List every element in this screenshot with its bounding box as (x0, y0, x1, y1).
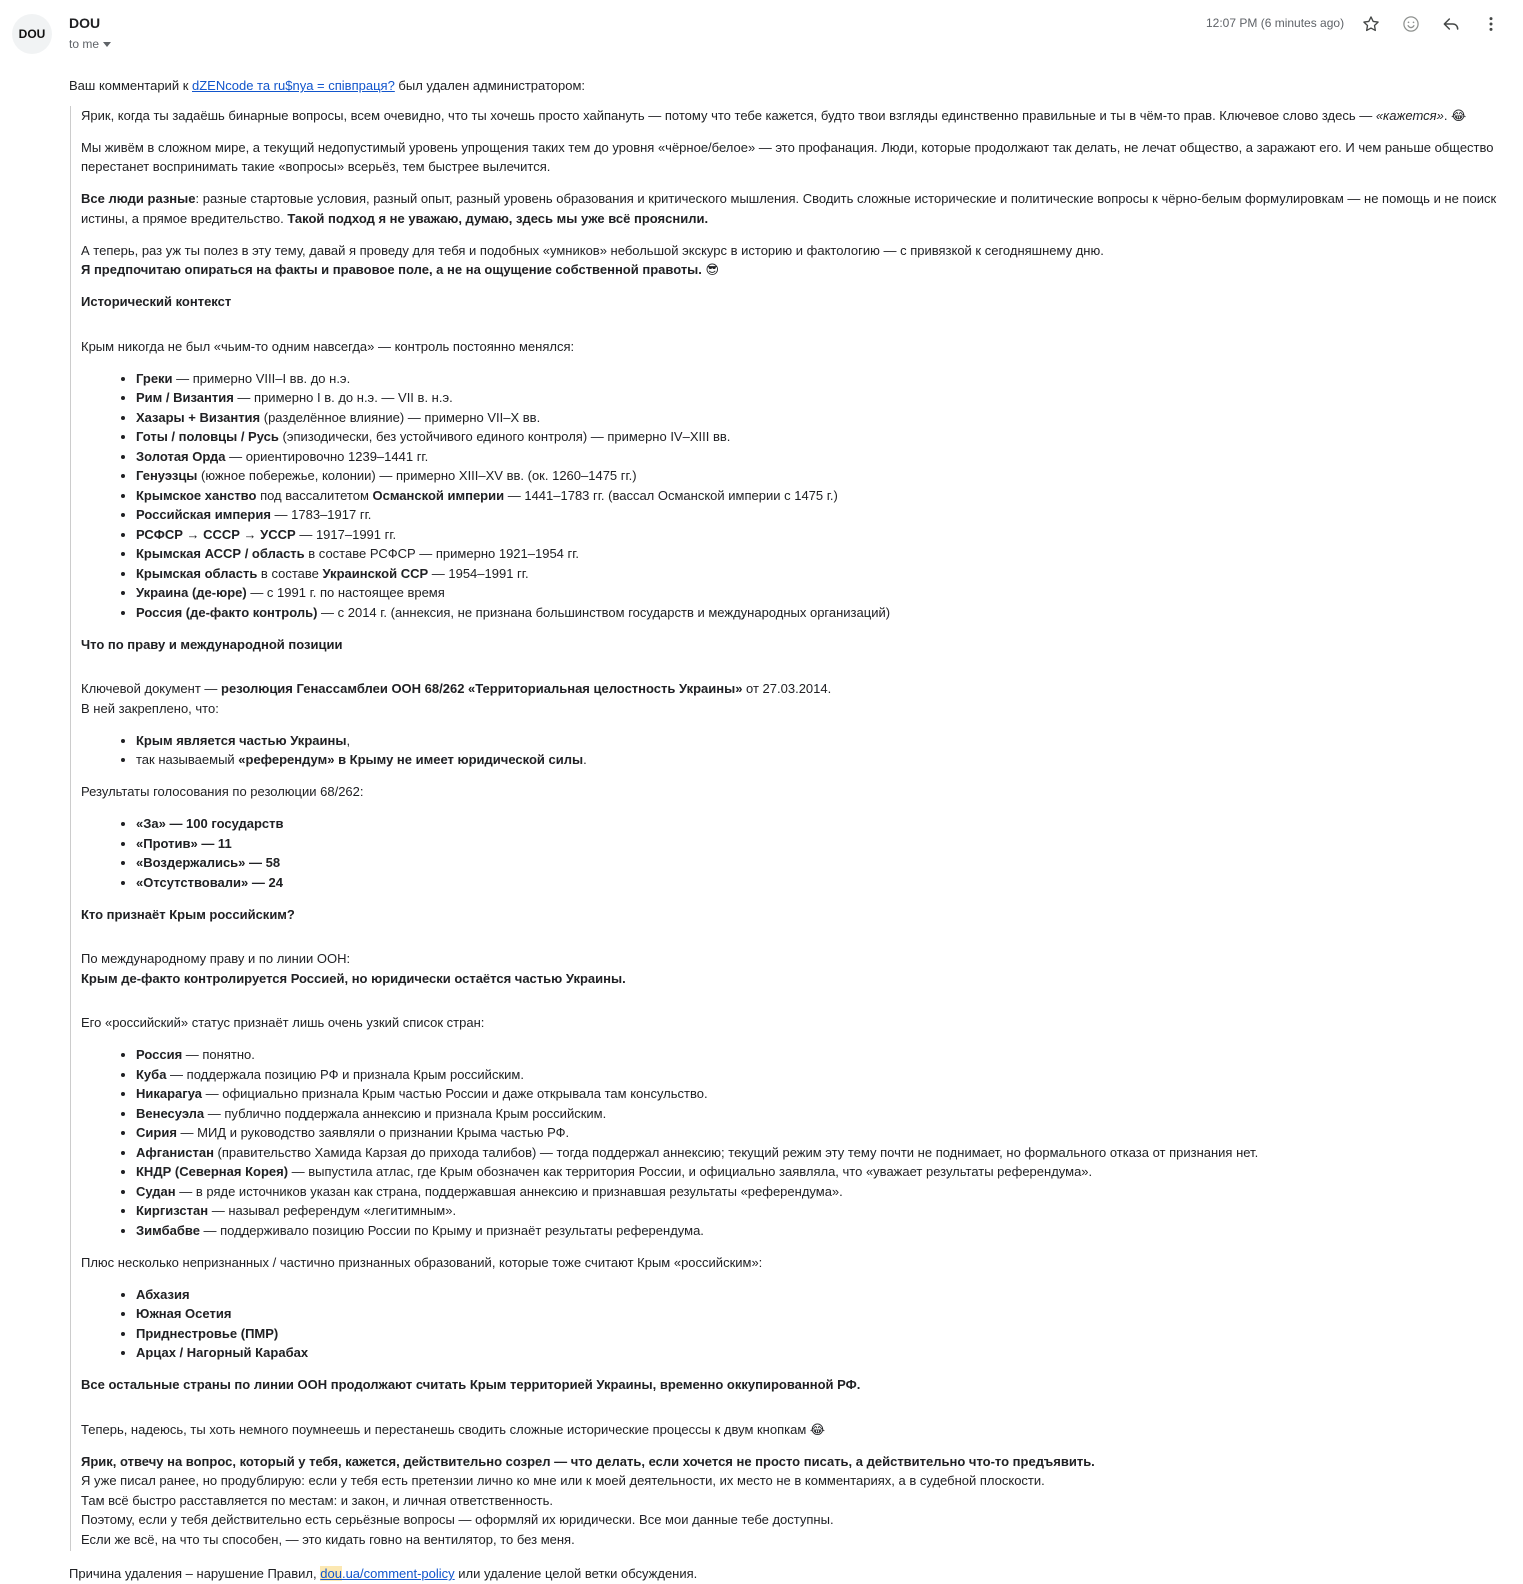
list-item: • Украина (де-юре) — с 1991 г. по настоящее время (136, 583, 1509, 603)
paragraph-4: А теперь, раз уж ты полез в эту тему, давай я проведу для тебя и подобных «умников» небольшой экскурс в историю и фактологию — с привязкой к сегодняшнему дню. Я предпочитаю опираться на факты и правовое поле, а не на ощущение собственной правоты. 😎 (81, 242, 1104, 277)
list-item: • Российская империя — 1783–1917 гг. (136, 505, 1509, 525)
heading-history: Исторический контекст (81, 294, 232, 309)
list-item: • Афганистан (правительство Хамида Карзая до прихода талибов) — тогда поддержал аннексию; текущий режим эту тему почти не поднимает, но формального отказа от признания нет. (136, 1143, 1509, 1163)
history-intro: Крым никогда не был «чьим-то одним навсегда» — контроль постоянно менялся: (81, 338, 575, 354)
unrecognized-list (81, 1285, 1509, 1363)
history-list (81, 369, 1509, 623)
list-item: • Золотая Орда — ориентировочно 1239–1441 гг. (136, 447, 1509, 467)
heading-who: Кто признаёт Крым российским? (81, 906, 295, 922)
list-item: • Южная Осетия (136, 1304, 1509, 1324)
intro-line: Ваш комментарий к dZENcode та ru$nya = співпраця? был удален администратором: (69, 78, 586, 93)
who-paragraph: По международному праву и по линии ООН: Крым де-факто контролируется Россией, но юридически остаётся частью Украины. (81, 951, 626, 986)
list-item: • Сирия — МИД и руководство заявляли о признании Крыма частью РФ. (136, 1123, 1509, 1143)
list-item: • Рим / Византия — примерно I в. до н.э. — VII в. н.э. (136, 388, 1509, 408)
star-icon[interactable] (1359, 12, 1383, 36)
recipient-label: to me (69, 37, 100, 51)
votes-list (81, 814, 1509, 892)
list-item: • Киргизстан — называл референдум «легитимным». (136, 1201, 1509, 1221)
list-item: • Куба — поддержала позицию РФ и признала Крым российским. (136, 1065, 1509, 1085)
message-body (69, 76, 1509, 1584)
list-item: • так называемый «референдум» в Крыму не имеет юридической силы. (136, 750, 1509, 770)
article-link[interactable]: dZENcode та ru$nya = співпраця? (192, 78, 395, 93)
list-item: • Россия (де-факто контроль) — с 2014 г. (аннексия, не признана большинством государств и международных организаций) (136, 603, 1509, 623)
list-item: • Россия — понятно. (136, 1045, 1509, 1065)
comment-policy-link[interactable]: dou.ua/comment-policy (320, 1566, 455, 1581)
list-item: • Приднестровье (ПМР) (136, 1324, 1509, 1344)
list-item: • КНДР (Северная Корея) — выпустила атлас, где Крым обозначен как территория России, и официально заявляла, что «уважает результаты референдума». (136, 1162, 1509, 1182)
list-item: • Крым является частью Украины, (136, 731, 1509, 751)
countries-intro: Его «российский» статус признаёт лишь очень узкий список стран: (81, 1015, 485, 1030)
reply-icon[interactable] (1439, 12, 1463, 36)
votes-intro: Результаты голосования по резолюции 68/262: (81, 784, 364, 799)
sender-name[interactable]: DOU (69, 15, 101, 31)
list-item: • Хазары + Византия (разделённое влияние) — примерно VII–X вв. (136, 408, 1509, 428)
list-item: • Никарагуа — официально признала Крым частью России и даже открывала там консульство. (136, 1084, 1509, 1104)
list-item: • «Против» — 11 (136, 834, 1509, 854)
list-item: • Генуэзцы (южное побережье, колонии) — примерно XIII–XV вв. (ок. 1260–1475 гг.) (136, 466, 1509, 486)
list-item: • Крымская область в составе Украинской ССР — 1954–1991 гг. (136, 564, 1509, 584)
outro-line: Причина удаления – нарушение Правил, dou.ua/comment-policy или удаление целой ветки обсуждения. (69, 1566, 698, 1581)
recipient-line[interactable] (69, 37, 111, 51)
list-item: • «Воздержались» — 58 (136, 853, 1509, 873)
paragraph-3: Все люди разные: разные стартовые условия, разный опыт, разный уровень образования и критического мышления. Сводить сложные исторические и политические вопросы к чёрно-белым формулировкам — не помощь и не поиск истины, а прямое вредительство. Такой подход я не уважаю, думаю, здесь мы уже всё прояснили. (81, 191, 1497, 226)
final-paragraph: Ярик, отвечу на вопрос, который у тебя, кажется, действительно созрел — что делать, если хочется не просто писать, а действительно что-то предъявить. Я уже писал ранее, но продублирую: если у тебя есть претензии лично ко мне или к моей деятельности, их место не в комментариях, а в судебной плоскости. Там всё быстро расставляется по местам: и закон, и личная ответственность. Поэтому, если у тебя действительно есть серьёзные вопросы — оформляй их юридически. Все мои данные тебе доступны. Если же всё, на что ты способен, — это кидать говно на вентилятор, то без меня. (81, 1453, 1095, 1547)
list-item: • РСФСР → СССР → УССР — 1917–1991 гг. (136, 525, 1509, 545)
list-item: • Зимбабве — поддерживало позицию России по Крыму и признаёт результаты референдума. (136, 1221, 1509, 1241)
emoji-icon[interactable] (1399, 12, 1423, 36)
avatar[interactable]: DOU (12, 14, 52, 54)
list-item: • Крымская АССР / область в составе РСФСР — примерно 1921–1954 гг. (136, 544, 1509, 564)
list-item: • Греки — примерно VIII–I вв. до н.э. (136, 369, 1509, 389)
timestamp: 12:07 PM (6 minutes ago) (1206, 16, 1345, 30)
list-item: • Венесуэла — публично поддержала аннексию и признала Крым российским. (136, 1104, 1509, 1124)
paragraph-2: Мы живём в сложном мире, а текущий недопустимый уровень упрощения таких тем до уровня «чёрное/белое» — это профанация. Люди, которые продолжают так делать, не лечат общество, а заражают его. И чем раньше общество перестанет воспринимать такие «вопросы» всерьёз, тем быстрее вылечится. (81, 139, 1494, 174)
law-list (81, 731, 1509, 770)
list-item: • Крымское ханство под вассалитетом Османской империи — 1441–1783 гг. (вассал Османской империи с 1475 г.) (136, 486, 1509, 506)
countries-list (81, 1045, 1509, 1240)
list-item: • Готы / половцы / Русь (эпизодически, без устойчивого единого контроля) — примерно IV–XIII вв. (136, 427, 1509, 447)
paragraph-1: Ярик, когда ты задаёшь бинарные вопросы, всем очевидно, что ты хочешь просто хайпануть — потому что тебе кажется, будто твои взгляды единственно правильные и ты в чём-то прав. Ключевое слово здесь — «кажется». 😂 (81, 107, 1467, 123)
list-item: • «За» — 100 государств (136, 814, 1509, 834)
more-vert-icon[interactable] (1479, 12, 1503, 36)
quoted-comment (70, 106, 1509, 1552)
rest-paragraph: Все остальные страны по линии ООН продолжают считать Крым территорией Украины, временно оккупированной РФ. (81, 1377, 861, 1392)
list-item: • Абхазия (136, 1285, 1509, 1305)
list-item: • «Отсутствовали» — 24 (136, 873, 1509, 893)
unrecognized-intro: Плюс несколько непризнанных / частично признанных образований, которые тоже считают Крым «российским»: (81, 1254, 763, 1270)
hope-paragraph: Теперь, надеюсь, ты хоть немного поумнеешь и перестанешь сводить сложные исторические процессы к двум кнопкам 😂 (81, 1421, 826, 1437)
list-item: • Арцах / Нагорный Карабах (136, 1343, 1509, 1363)
heading-law: Что по праву и международной позиции (81, 636, 343, 652)
list-item: • Судан — в ряде источников указан как страна, поддержавшая аннексию и признавшая результаты «референдума». (136, 1182, 1509, 1202)
chevron-down-icon[interactable] (103, 42, 111, 47)
law-paragraph: Ключевой документ — резолюция Генассамблеи ООН 68/262 «Территориальная целостность Украины» от 27.03.2014. В ней закреплено, что: (81, 681, 832, 716)
